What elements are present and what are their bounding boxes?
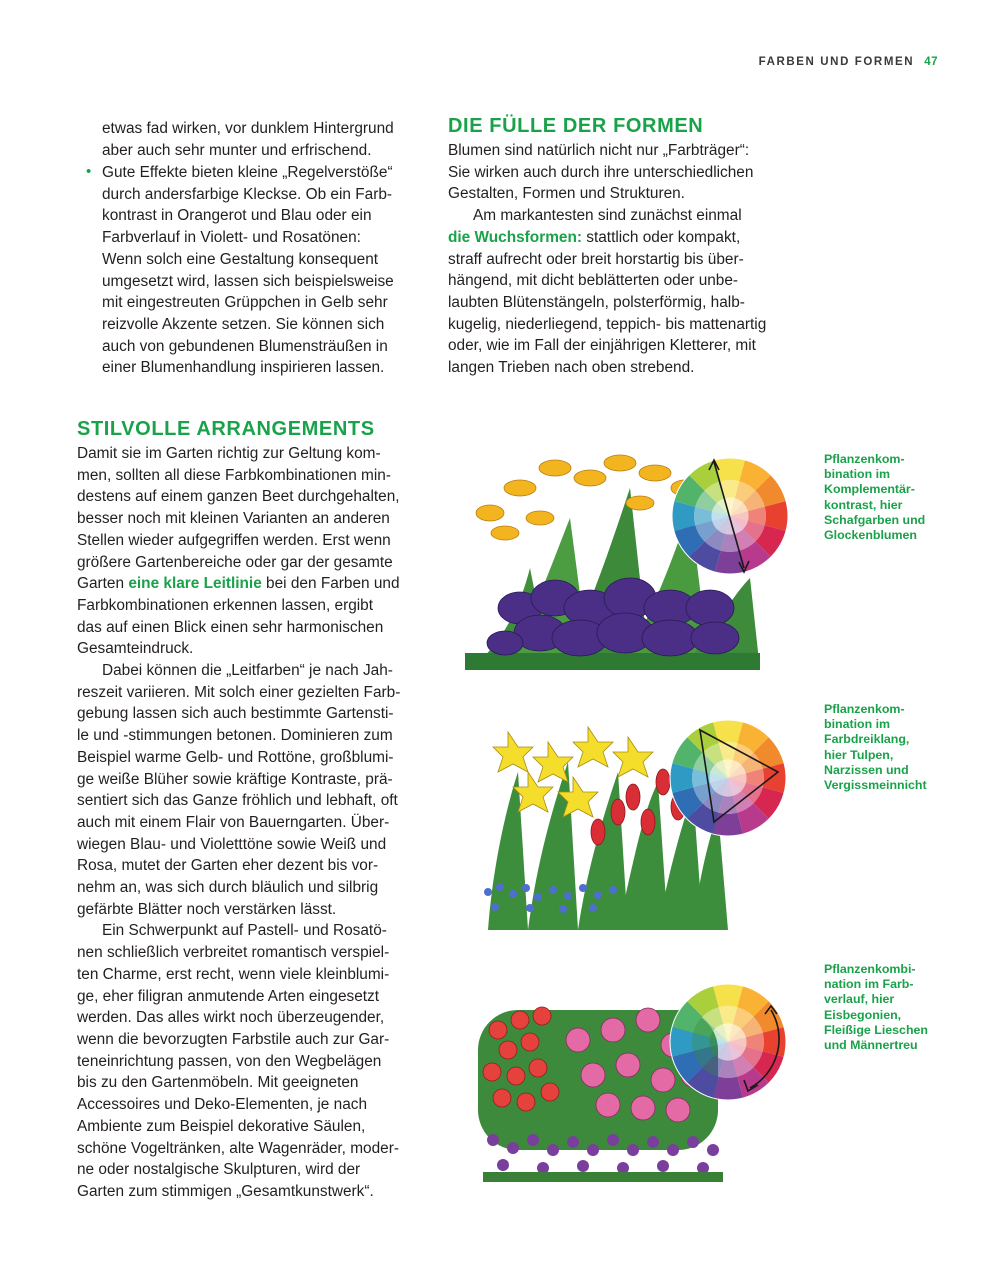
text-line: wiegen Blau- und Violetttöne sowie Weiß und: [77, 835, 387, 853]
text-line: auch mit einem Flair von Bauerngarten. Über-: [77, 813, 390, 831]
caption-line: Pflanzenkombi-: [824, 962, 916, 976]
text-line: hängend, mit dicht beblätterten oder unbe-: [448, 272, 739, 290]
text-line: laubten Blütenstängeln, polsterförmig, halb-: [448, 293, 745, 311]
bullet-marker: •: [86, 163, 92, 180]
formen-paragraph: [448, 140, 766, 379]
text-line: bis zu den Gartenmöbeln. Mit geeigneten: [77, 1074, 359, 1092]
text-line: umgesetzt wird, lassen sich beispielsweise: [102, 272, 394, 290]
text-line: Garten zum stimmigen „Gesamtkunstwerk“.: [77, 1182, 374, 1200]
text-line: ge, eher filigran anmutende Arten eingesetzt: [77, 987, 380, 1005]
caption-gradient: [824, 962, 928, 1053]
highlight-term: eine klare Leitlinie: [128, 575, 262, 593]
continued-paragraph: [102, 118, 394, 161]
color-wheel-icon: [670, 720, 786, 836]
caption-line: und Männertreu: [824, 1038, 918, 1053]
caption-triad: [824, 702, 927, 793]
caption-line: Pflanzenkom-: [824, 702, 905, 716]
bullet-paragraph: [102, 162, 394, 379]
text-line: [448, 227, 766, 249]
text-line: ten Charme, erst recht, wenn viele kleinblumi-: [77, 965, 390, 983]
caption-line: hier Tulpen,: [824, 747, 894, 762]
text-line: Am markantesten sind zunächst einmal: [473, 207, 742, 225]
section-heading-formen: DIE FÜLLE DER FORMEN: [448, 115, 704, 137]
text-line: durch andersfarbige Kleckse. Ob ein Farb-: [102, 185, 393, 203]
illustration-triad: [468, 712, 798, 932]
text-fragment: bei den Farben und: [261, 575, 400, 593]
caption-line: bination im: [824, 467, 891, 482]
text-line: Wenn solch eine Gestaltung konsequent: [102, 250, 379, 268]
text-line: Stellen wieder aufgegriffen werden. Erst wenn: [77, 531, 391, 549]
text-line: Farbverlauf in Violett- und Rosatönen:: [102, 229, 361, 247]
section-heading-arrangements: STILVOLLE ARRANGEMENTS: [77, 418, 375, 440]
caption-line: Eisbegonien,: [824, 1007, 902, 1022]
caption-line: nation im Farb-: [824, 977, 914, 992]
text-line: Ein Schwerpunkt auf Pastell- und Rosatö-: [102, 922, 387, 940]
text-line: gefärbte Blätter noch verstärken lässt.: [77, 900, 337, 918]
text-line: men, sollten all diese Farbkombinationen min-: [77, 466, 391, 484]
running-head: [759, 56, 938, 68]
text-line: nen schließlich verbreitet romantisch verspiel-: [77, 944, 390, 962]
yarrow-heads: [476, 455, 699, 540]
text-line: Gesamteindruck.: [77, 640, 194, 658]
text-fragment: stattlich oder kompakt,: [581, 228, 741, 246]
text-line: Sie wirken auch durch ihre unterschiedlichen: [448, 163, 754, 181]
text-line: mit eingestreuten Grüppchen in Gelb sehr: [102, 294, 388, 312]
caption-line: Vergissmeinnicht: [824, 778, 927, 793]
caption-line: Narzissen und: [824, 762, 909, 777]
text-fragment: Garten: [77, 575, 129, 593]
text-line: wenn die bevorzugten Farbstile auch zur Gar-: [77, 1030, 390, 1048]
caption-line: Farbdreiklang,: [824, 732, 910, 747]
text-line: teneinrichtung passen, von den Wegbelägen: [77, 1052, 382, 1070]
text-line: oder, wie im Fall der einjährigen Kletterer, mit: [448, 337, 756, 355]
highlight-term: die Wuchsformen:: [448, 228, 582, 246]
text-line: Farbkombinationen erkennen lassen, ergibt: [77, 596, 374, 614]
caption-complementary: [824, 452, 925, 543]
text-line: größere Gartenbereiche oder gar der gesamte: [77, 553, 393, 571]
text-line: Ambiente zum Beispiel dekorative Säulen,: [77, 1117, 366, 1135]
caption-line: verlauf, hier: [824, 992, 895, 1007]
illustration-gradient: [468, 980, 798, 1192]
caption-line: Komplementär-: [824, 482, 915, 497]
text-line: langen Trieben nach oben strebend.: [448, 359, 695, 377]
text-line: sentiert sich das Ganze fröhlich und lebhaft, oft: [77, 792, 398, 810]
text-line: kugelig, niederliegend, teppich- bis mattenartig: [448, 315, 767, 333]
text-line: straff aufrecht oder breit horstartig bis über-: [448, 250, 744, 268]
caption-line: Pflanzenkom-: [824, 452, 905, 466]
text-line: einer Blumenhandlung inspirieren lassen.: [102, 359, 385, 377]
text-line: Dabei können die „Leitfarben“ je nach Jah-: [102, 662, 393, 680]
text-line: aber auch sehr munter und erfrischend.: [102, 141, 372, 159]
text-line: Blumen sind natürlich nicht nur „Farbträger“:: [448, 142, 750, 159]
page-number: 47: [924, 56, 938, 68]
caption-line: kontrast, hier: [824, 497, 903, 512]
text-line: reszeit variieren. Mit solch einer gezielten Farb-: [77, 683, 401, 701]
text-line: Rosa, mutet der Garten eher dezent bis vor-: [77, 857, 379, 875]
section-title: FARBEN UND FORMEN: [758, 56, 915, 68]
text-line: auch von gebundenen Blumensträußen in: [102, 337, 388, 355]
caption-line: Glockenblumen: [824, 528, 917, 543]
text-line: das auf einen Blick einen sehr harmonischen: [77, 618, 384, 636]
text-line: schöne Vogeltränken, alte Wagenräder, moder-: [77, 1139, 399, 1157]
text-line: Gute Effekte bieten kleine „Regelverstöße“: [102, 164, 393, 181]
text-line: ne oder nostalgische Skulpturen, wird der: [77, 1161, 361, 1179]
text-line: Damit sie im Garten richtig zur Geltung kom-: [77, 445, 381, 462]
text-line: gebung lassen sich auch bestimmte Gartensti-: [77, 705, 394, 723]
text-line: nehm an, was sich durch bläulich und silbrig: [77, 879, 379, 897]
text-line: kontrast in Orangerot und Blau oder ein: [102, 207, 372, 225]
text-line: besser noch mit kleinen Varianten an anderen: [77, 510, 390, 528]
text-line: ge weiße Blüher sowie kräftige Kontraste, prä-: [77, 770, 393, 788]
text-line: Gestalten, Formen und Strukturen.: [448, 185, 685, 203]
text-line: werden. Das alles wirkt noch überzeugender,: [77, 1009, 385, 1027]
text-line: Accessoires und Deko-Elementen, je nach: [77, 1096, 368, 1114]
text-line: etwas fad wirken, vor dunklem Hintergrund: [102, 120, 394, 137]
text-line: [77, 573, 400, 595]
color-wheel-icon: [670, 984, 786, 1100]
caption-line: Schafgarben und: [824, 512, 926, 527]
arrangements-paragraph: [77, 443, 400, 1203]
text-line: reizvolle Akzente setzen. Sie können sich: [102, 315, 385, 333]
illustration-complementary: [460, 448, 800, 678]
caption-line: Fleißige Lieschen: [824, 1022, 928, 1037]
text-line: Beispiel warme Gelb- und Rottöne, großblumi-: [77, 748, 394, 766]
caption-line: bination im: [824, 717, 891, 732]
text-line: le und -stimmungen betonen. Dominieren zum: [77, 727, 393, 745]
text-line: destens auf einem ganzen Beet durchgehalten,: [77, 488, 400, 506]
